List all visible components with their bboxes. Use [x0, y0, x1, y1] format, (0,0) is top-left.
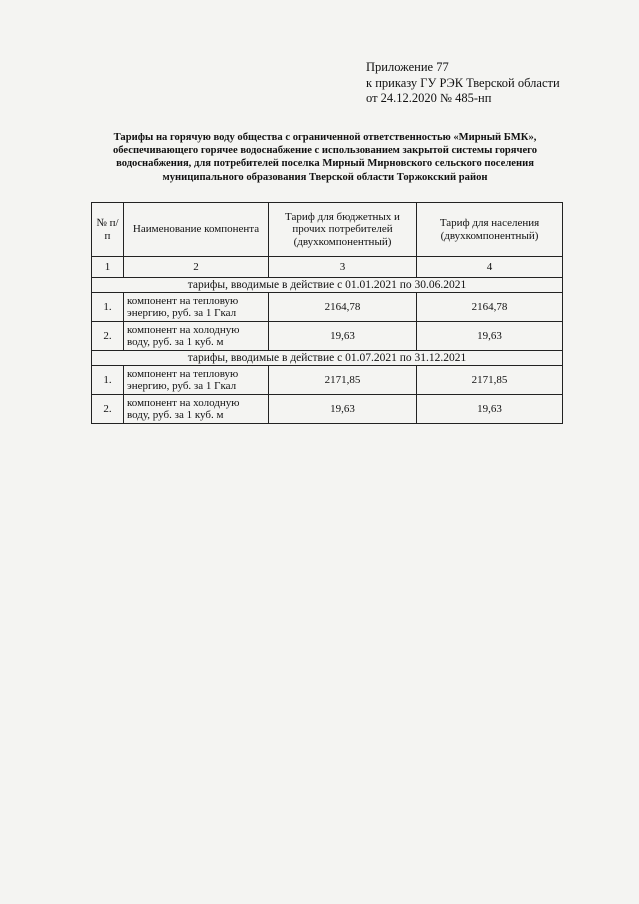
population-tariff-value: 2164,78: [417, 293, 563, 322]
header-budget-tariff: Тариф для бюджетных и прочих потребителей (двухкомпонентный): [269, 203, 417, 257]
period-row: [92, 278, 563, 293]
component-name: компонент на тепловую энергию, руб. за 1 Гкал: [124, 293, 269, 322]
component-name: компонент на тепловую энергию, руб. за 1 Гкал: [124, 366, 269, 395]
population-tariff-value: 2171,85: [417, 366, 563, 395]
column-number: 4: [417, 257, 563, 278]
table-row: [92, 395, 563, 424]
table-row: [92, 366, 563, 395]
title-line-2: обеспечивающего горячее водоснабжение с использованием закрытой системы горячего: [112, 145, 538, 157]
document-title: [80, 131, 570, 184]
period-label: тарифы, вводимые в действие с 01.01.2021 по 30.06.2021: [92, 278, 563, 293]
appendix-reference: [366, 60, 560, 107]
population-tariff-value: 19,63: [417, 322, 563, 351]
budget-tariff-value: 19,63: [269, 322, 417, 351]
component-name: компонент на холодную воду, руб. за 1 куб. м: [124, 395, 269, 424]
title-line-4: муниципального образования Тверской области Торжокский район: [162, 171, 488, 183]
header-component-name: Наименование компонента: [124, 203, 269, 257]
appendix-line-3: от 24.12.2020 № 485-нп: [366, 91, 492, 105]
column-number: 3: [269, 257, 417, 278]
tariff-table: [91, 202, 563, 424]
appendix-line-2: к приказу ГУ РЭК Тверской области: [366, 75, 560, 90]
column-number-row: [92, 257, 563, 278]
period-label: тарифы, вводимые в действие с 01.07.2021 по 31.12.2021: [92, 351, 563, 366]
column-number: 2: [124, 257, 269, 278]
appendix-line-1: Приложение 77: [366, 60, 449, 74]
table-header-row: [92, 203, 563, 257]
period-row: [92, 351, 563, 366]
budget-tariff-value: 2164,78: [269, 293, 417, 322]
budget-tariff-value: 19,63: [269, 395, 417, 424]
row-number: 1.: [92, 366, 124, 395]
row-number: 2.: [92, 322, 124, 351]
row-number: 1.: [92, 293, 124, 322]
population-tariff-value: 19,63: [417, 395, 563, 424]
title-line-1: Тарифы на горячую воду общества с ограниченной ответственностью «Мирный БМК»,: [113, 132, 537, 143]
header-number: № п/п: [92, 203, 124, 257]
title-line-3: водоснабжения, для потребителей поселка Мирный Мирновского сельского поселения: [116, 158, 534, 170]
header-population-tariff: Тариф для населения (двухкомпонентный): [417, 203, 563, 257]
table-row: [92, 293, 563, 322]
row-number: 2.: [92, 395, 124, 424]
column-number: 1: [92, 257, 124, 278]
component-name: компонент на холодную воду, руб. за 1 куб. м: [124, 322, 269, 351]
table-row: [92, 322, 563, 351]
budget-tariff-value: 2171,85: [269, 366, 417, 395]
